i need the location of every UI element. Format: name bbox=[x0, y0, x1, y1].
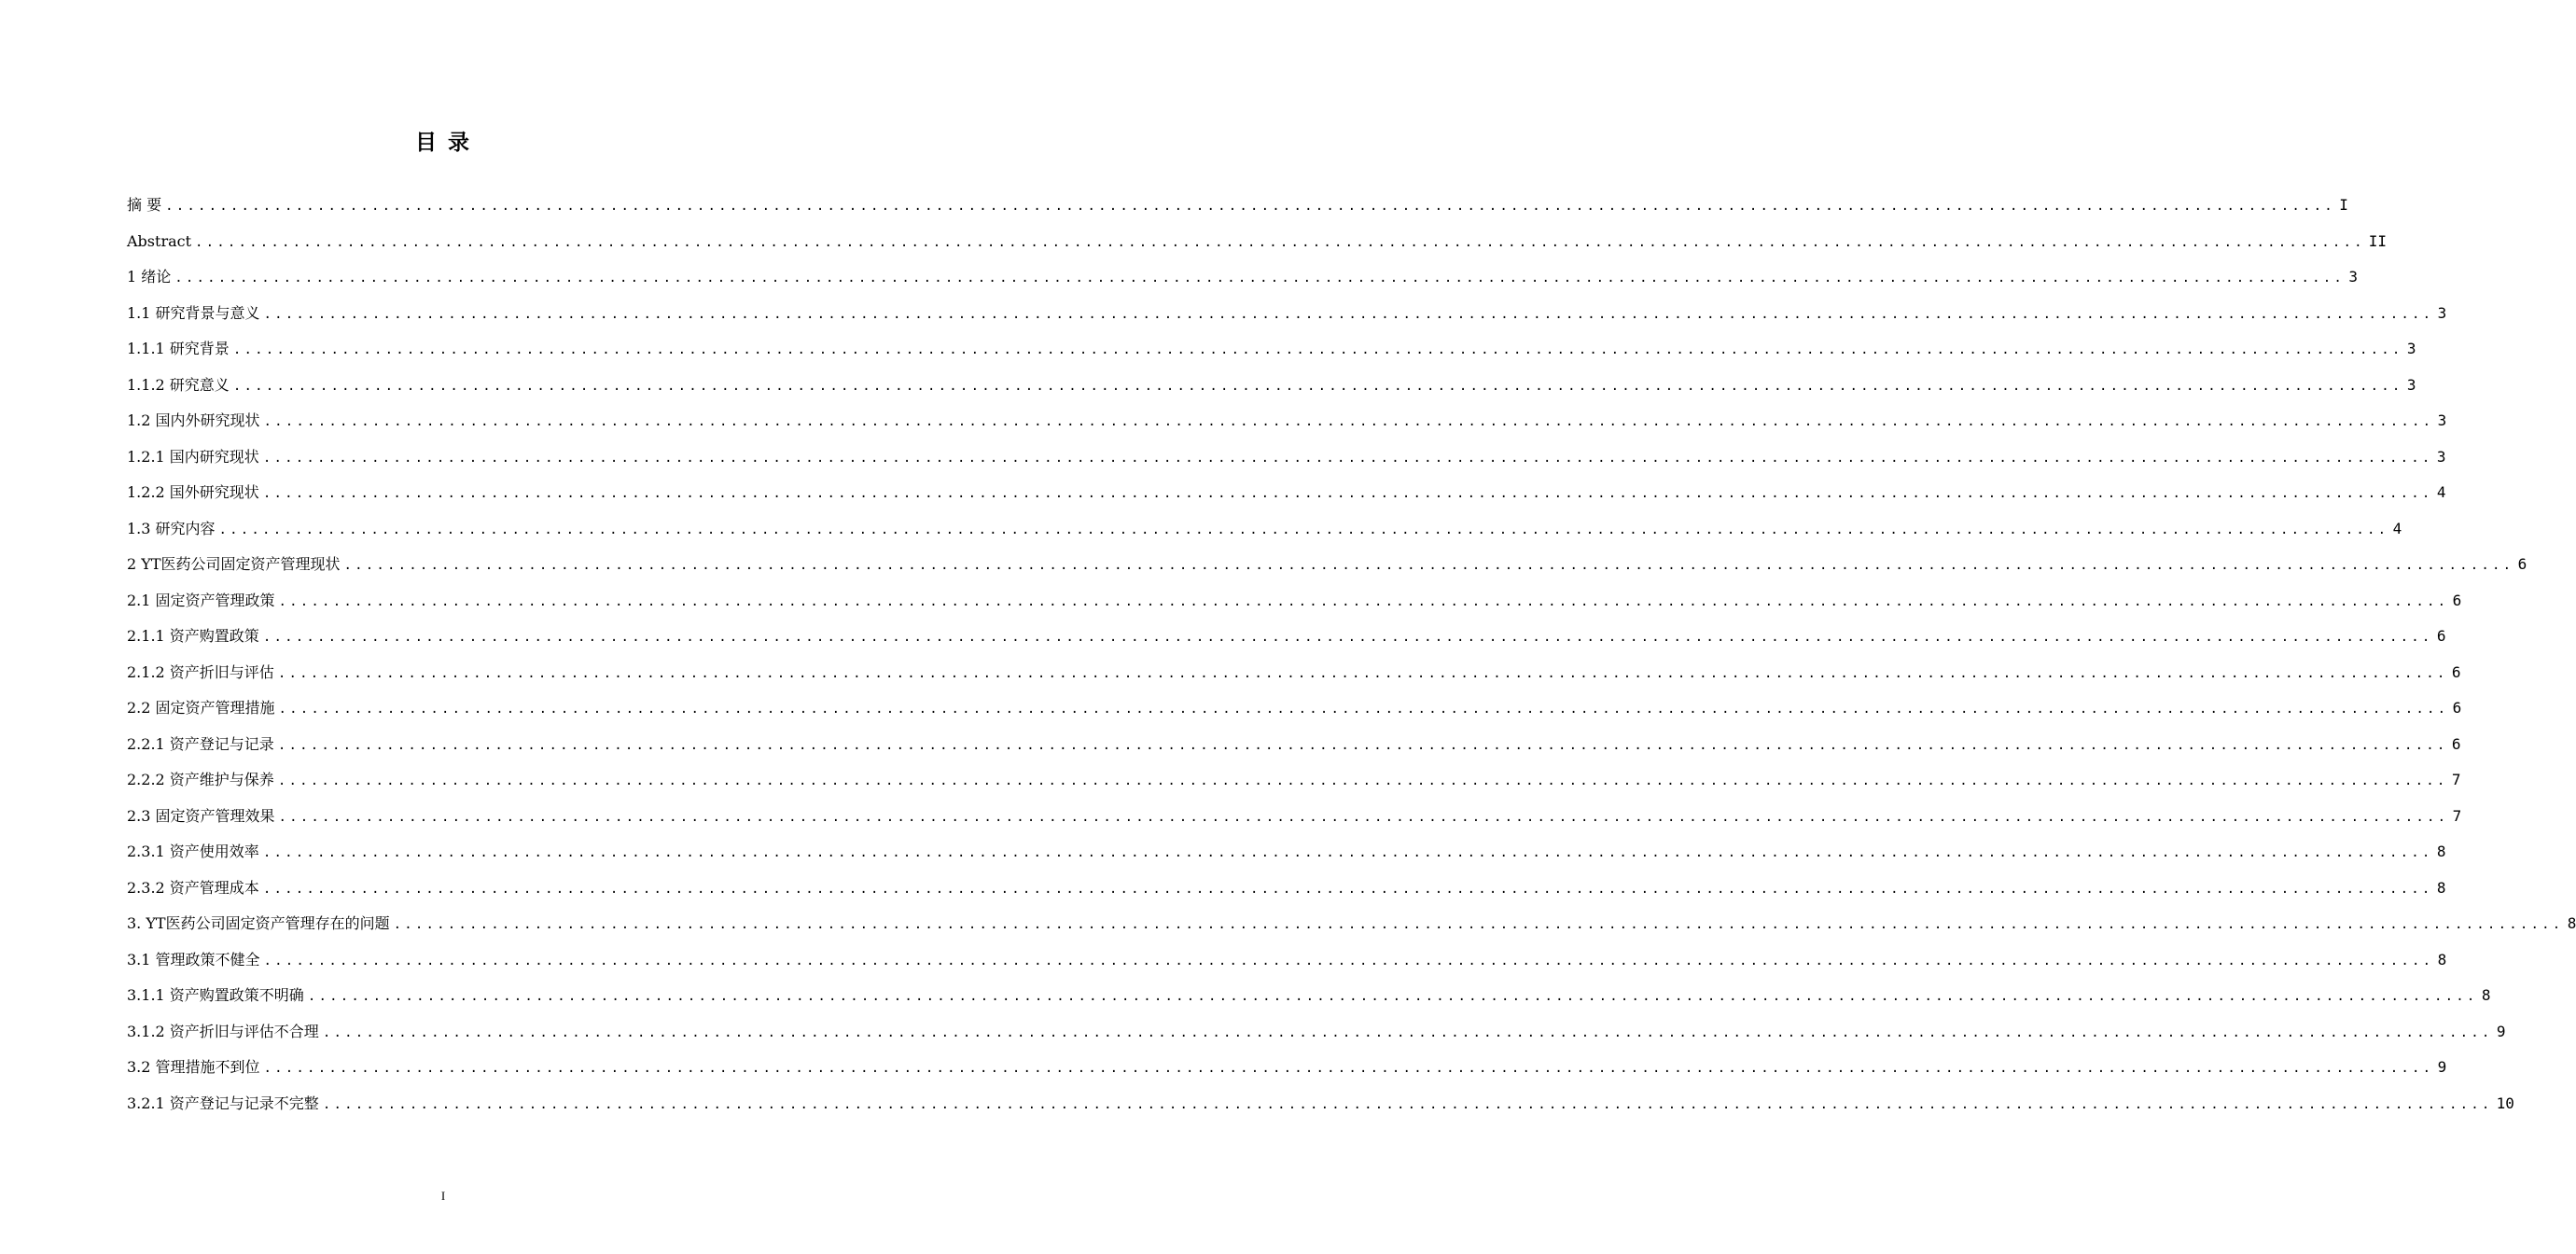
toc-entry-page: 6 bbox=[2452, 591, 2462, 609]
toc-entry-label: 2.2 固定资产管理措施 bbox=[127, 699, 275, 717]
toc-entry[interactable] bbox=[127, 655, 2461, 691]
toc-entry[interactable] bbox=[127, 1014, 2506, 1051]
toc-entry-label: 2.3.2 资产管理成本 bbox=[127, 878, 259, 897]
toc-entry-label: 3.2.1 资产登记与记录不完整 bbox=[127, 1094, 319, 1112]
toc-entry-label: Abstract bbox=[127, 231, 192, 250]
toc-dot-leader: ........................................................................................................................................................................................................ bbox=[322, 1024, 2493, 1040]
toc-entry-label: 3. YT医药公司固定资产管理存在的问题 bbox=[127, 914, 390, 932]
toc-entry-label: 2.2.2 资产维护与保养 bbox=[127, 771, 274, 788]
toc-entry[interactable] bbox=[127, 475, 2446, 511]
toc-entry-page: 7 bbox=[2451, 771, 2461, 788]
toc-entry-label: 1.1.1 研究背景 bbox=[127, 340, 230, 357]
toc-entry-page: 6 bbox=[2517, 555, 2527, 573]
toc-entry[interactable] bbox=[127, 1086, 2514, 1122]
toc-entry-label: 2 YT医药公司固定资产管理现状 bbox=[127, 555, 341, 573]
toc-entry[interactable] bbox=[127, 942, 2447, 979]
toc-entry[interactable] bbox=[127, 368, 2416, 404]
toc-entry-page: II bbox=[2368, 231, 2388, 250]
toc-dot-leader: ........................................................................................................................................................................................................ bbox=[232, 378, 2403, 394]
page-number: I bbox=[440, 1189, 446, 1203]
toc-dot-leader: ........................................................................................................................................................................................................ bbox=[278, 809, 2449, 825]
toc-entry-label: 1.2 国内外研究现状 bbox=[127, 411, 260, 429]
toc-entry-label: 2.1.1 资产购置政策 bbox=[127, 627, 259, 645]
toc-entry-page: 4 bbox=[2392, 519, 2402, 537]
toc-entry[interactable] bbox=[127, 511, 2402, 548]
toc-entry[interactable] bbox=[127, 331, 2416, 368]
toc-entry[interactable] bbox=[127, 224, 2388, 260]
toc-entry-page: 9 bbox=[2437, 1058, 2447, 1076]
toc-dot-leader: ........................................................................................................................................................................................................ bbox=[322, 1096, 2493, 1112]
toc-entry[interactable] bbox=[127, 619, 2446, 655]
toc-entry-page: 3 bbox=[2437, 411, 2447, 429]
toc-entry[interactable] bbox=[127, 834, 2446, 871]
toc-entry[interactable] bbox=[127, 762, 2461, 799]
toc-entry-page: 3 bbox=[2436, 447, 2446, 466]
toc-entry-page: I bbox=[2339, 196, 2348, 214]
toc-entry-page: 8 bbox=[2481, 986, 2491, 1004]
toc-dot-leader: ........................................................................................................................................................................................................ bbox=[278, 702, 2449, 717]
toc-entry-label: 3.2 管理措施不到位 bbox=[127, 1058, 260, 1076]
toc-entry-page: 6 bbox=[2451, 734, 2461, 753]
toc-dot-leader: ........................................................................................................................................................................................................ bbox=[277, 773, 2448, 788]
toc-dot-leader: ........................................................................................................................................................................................................ bbox=[218, 522, 2389, 537]
toc-dot-leader: ........................................................................................................................................................................................................ bbox=[307, 989, 2478, 1004]
toc-dot-leader: ........................................................................................................................................................................................................ bbox=[263, 414, 2434, 429]
toc-entry[interactable] bbox=[127, 583, 2462, 620]
table-of-contents bbox=[127, 188, 2576, 1122]
toc-dot-leader: ........................................................................................................................................................................................................ bbox=[263, 306, 2434, 322]
toc-entry-label: 2.3.1 资产使用效率 bbox=[127, 843, 259, 860]
toc-entry[interactable] bbox=[127, 727, 2461, 763]
toc-dot-leader: ........................................................................................................................................................................................................ bbox=[263, 953, 2434, 968]
toc-dot-leader: ........................................................................................................................................................................................................ bbox=[232, 342, 2403, 357]
toc-entry-page: 3 bbox=[2437, 303, 2447, 322]
toc-entry-page: 6 bbox=[2436, 627, 2446, 645]
toc-entry-label: 3.1 管理政策不健全 bbox=[127, 950, 260, 968]
toc-entry-page: 3 bbox=[2406, 375, 2416, 394]
toc-entry-label: 摘 要 bbox=[127, 196, 162, 214]
toc-entry-label: 1.1.2 研究意义 bbox=[127, 375, 230, 394]
toc-entry-page: 9 bbox=[2496, 1022, 2506, 1040]
toc-entry-label: 2.2.1 资产登记与记录 bbox=[127, 734, 274, 753]
toc-entry-page: 8 bbox=[2437, 950, 2447, 968]
toc-entry-label: 2.1 固定资产管理政策 bbox=[127, 591, 275, 609]
toc-entry-page: 6 bbox=[2452, 699, 2462, 717]
toc-entry-label: 1.1 研究背景与意义 bbox=[127, 303, 260, 322]
toc-entry[interactable] bbox=[127, 439, 2446, 476]
toc-entry-label: 1.2.1 国内研究现状 bbox=[127, 447, 259, 466]
toc-entry[interactable] bbox=[127, 690, 2462, 727]
toc-dot-leader: ........................................................................................................................................................................................................ bbox=[393, 917, 2564, 932]
toc-entry-page: 7 bbox=[2452, 806, 2462, 825]
toc-dot-leader: ........................................................................................................................................................................................................ bbox=[277, 665, 2448, 681]
toc-entry[interactable] bbox=[127, 799, 2462, 835]
toc-entry-page: 6 bbox=[2451, 662, 2461, 681]
toc-entry[interactable] bbox=[127, 259, 2359, 296]
toc-entry-page: 4 bbox=[2436, 483, 2446, 501]
toc-entry-label: 1.2.2 国外研究现状 bbox=[127, 483, 259, 501]
toc-entry-label: 3.1.1 资产购置政策不明确 bbox=[127, 986, 304, 1004]
toc-entry-page: 8 bbox=[2567, 914, 2576, 932]
toc-entry[interactable] bbox=[127, 296, 2447, 332]
toc-entry-page: 8 bbox=[2436, 843, 2446, 860]
toc-entry[interactable] bbox=[127, 547, 2527, 583]
toc-dot-leader: ........................................................................................................................................................................................................ bbox=[262, 450, 2433, 466]
toc-dot-leader: ........................................................................................................................................................................................................ bbox=[263, 1061, 2434, 1076]
toc-entry[interactable] bbox=[127, 188, 2348, 224]
toc-dot-leader: ........................................................................................................................................................................................................ bbox=[262, 845, 2433, 860]
toc-entry-label: 3.1.2 资产折旧与评估不合理 bbox=[127, 1022, 319, 1040]
toc-dot-leader: ........................................................................................................................................................................................................ bbox=[262, 486, 2433, 501]
toc-entry-label: 1.3 研究内容 bbox=[127, 519, 216, 537]
toc-entry[interactable] bbox=[127, 403, 2447, 439]
toc-entry[interactable] bbox=[127, 1050, 2447, 1086]
toc-dot-leader: ........................................................................................................................................................................................................ bbox=[278, 593, 2449, 609]
toc-dot-leader: ........................................................................................................................................................................................................ bbox=[195, 234, 2365, 250]
toc-entry-page: 3 bbox=[2348, 268, 2359, 286]
page-title: 目 录 bbox=[414, 131, 471, 155]
toc-entry-page: 3 bbox=[2406, 340, 2416, 357]
toc-entry-page: 8 bbox=[2436, 878, 2446, 897]
toc-dot-leader: ........................................................................................................................................................................................................ bbox=[165, 199, 2335, 214]
toc-dot-leader: ........................................................................................................................................................................................................ bbox=[262, 881, 2433, 897]
toc-entry-label: 1 绪论 bbox=[127, 268, 172, 286]
toc-entry-label: 2.3 固定资产管理效果 bbox=[127, 806, 275, 825]
toc-dot-leader: ........................................................................................................................................................................................................ bbox=[277, 737, 2448, 753]
toc-entry-page: 10 bbox=[2496, 1094, 2514, 1112]
toc-entry-label: 2.1.2 资产折旧与评估 bbox=[127, 662, 274, 681]
toc-dot-leader: ........................................................................................................................................................................................................ bbox=[262, 630, 2433, 645]
toc-entry[interactable] bbox=[127, 978, 2491, 1014]
toc-dot-leader: ........................................................................................................................................................................................................ bbox=[174, 271, 2346, 286]
toc-entry[interactable] bbox=[127, 871, 2446, 907]
toc-entry[interactable] bbox=[127, 906, 2576, 942]
toc-dot-leader: ........................................................................................................................................................................................................ bbox=[343, 558, 2514, 573]
